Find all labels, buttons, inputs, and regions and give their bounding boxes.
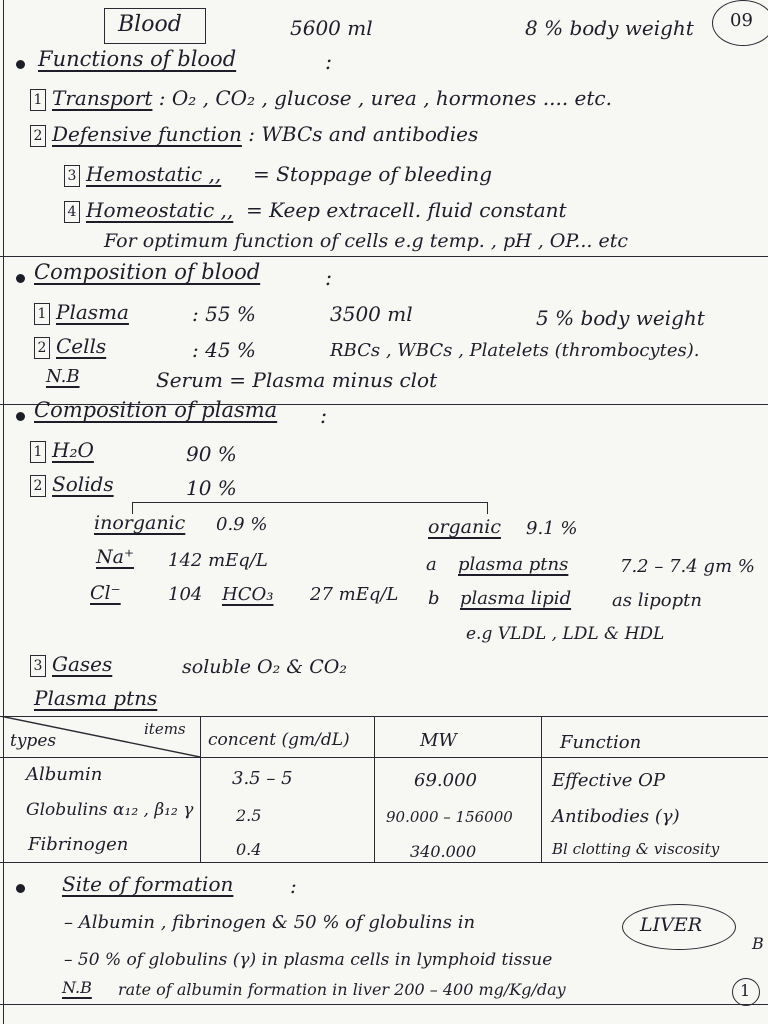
plasma-ptns-value: 7.2 – 7.4 gm % (620, 556, 755, 577)
inorganic-label: inorganic (94, 512, 186, 534)
organic-label: organic (428, 516, 501, 538)
item-term: Defensive function (52, 122, 242, 146)
plasma-volume: 3500 ml (330, 302, 413, 326)
item-number-box: 3 (64, 165, 80, 187)
cells-row (34, 334, 106, 359)
heading-colon: : (325, 266, 333, 290)
lipoprotein-examples: e.g VLDL , LDL & HDL (466, 624, 665, 644)
bullet (16, 884, 25, 893)
table-cell: 69.000 (414, 770, 477, 791)
item-term: Plasma (56, 300, 129, 324)
table-corner-types: types (10, 731, 57, 751)
blood-volume: 5600 ml (290, 16, 373, 40)
water-percent: 90 % (186, 442, 237, 466)
plasma-lipid-label: plasma lipid (460, 588, 572, 609)
cells-percent: : 45 % (192, 338, 256, 362)
site-line-1: – Albumin , fibrinogen & 50 % of globulins in (64, 912, 476, 933)
bicarbonate-label: HCO₃ (222, 584, 274, 605)
bicarbonate-value: 27 mEq/L (310, 584, 399, 605)
item-text: = Keep extracell. fluid constant (245, 198, 567, 222)
table-cell: 3.5 – 5 (232, 768, 293, 789)
heading-colon: : (320, 404, 328, 428)
table-cell: Effective OP (552, 770, 666, 791)
organic-b-letter: b (428, 588, 440, 609)
table-cell: Fibrinogen (28, 834, 129, 855)
item-term: H₂O (52, 438, 94, 462)
heading-colon: : (325, 50, 333, 74)
solids-percent: 10 % (186, 476, 237, 500)
margin-line (3, 0, 4, 1024)
item-number-box: 2 (30, 475, 46, 497)
page-number: 1 (740, 981, 751, 1000)
sodium-ion: Na⁺ (96, 546, 134, 568)
section-heading-site: Site of formation (62, 872, 234, 896)
table-cell: Antibodies (γ) (552, 806, 680, 827)
table-cell: Globulins α₁₂ , β₁₂ γ (26, 800, 194, 820)
chloride-ion: Cl⁻ (90, 582, 121, 604)
margin-note: B (752, 934, 764, 953)
item-number-box: 2 (30, 125, 46, 147)
bullet (16, 60, 25, 69)
item-number-box: 2 (34, 337, 50, 359)
item-term: Hemostatic ,, (86, 162, 222, 186)
site-nb-label: N.B (62, 978, 92, 997)
bottom-line (0, 1004, 768, 1005)
cells-text: RBCs , WBCs , Platelets (thrombocytes). (330, 340, 700, 361)
site-nb-text: rate of albumin formation in liver 200 – 400 mg/Kg/day (118, 980, 566, 999)
item-term: Solids (52, 472, 114, 496)
organic-a-letter: a (426, 554, 437, 575)
plasma-ptns-label: plasma ptns (458, 554, 569, 575)
table-header: MW (420, 730, 457, 751)
bullet (16, 274, 25, 283)
gases-row (30, 652, 112, 677)
table-cell: Bl clotting & viscosity (552, 840, 720, 858)
item-number-box: 1 (34, 303, 50, 325)
sodium-value: 142 mEq/L (168, 550, 268, 571)
plasma-weight: 5 % body weight (536, 306, 705, 330)
table-header: Function (560, 732, 642, 753)
function-item (30, 122, 478, 147)
nb-label: N.B (46, 366, 80, 387)
item-term: Transport (52, 86, 153, 110)
section-heading-composition-plasma: Composition of plasma (34, 398, 278, 422)
plasma-lipid-value: as lipoptn (612, 590, 702, 611)
function-continuation: For optimum function of cells e.g temp. , pH , OP... etc (104, 230, 628, 252)
table-cell: 90.000 – 156000 (386, 808, 513, 826)
bullet (16, 412, 25, 421)
table-corner-items: items (144, 720, 186, 738)
table-cell: 340.000 (410, 842, 477, 861)
item-number-box: 4 (64, 201, 80, 223)
page-title: Blood (118, 12, 182, 37)
corner-number: 09 (730, 10, 753, 31)
item-number-box: 1 (30, 441, 46, 463)
nb-serum-text: Serum = Plasma minus clot (156, 368, 438, 392)
gases-text: soluble O₂ & CO₂ (182, 656, 347, 678)
site-line-2: – 50 % of globulins (γ) in plasma cells in lymphoid tissue (64, 950, 553, 970)
section-divider (0, 256, 768, 257)
inorganic-percent: 0.9 % (216, 514, 268, 535)
table-cell: Albumin (26, 764, 103, 785)
bracket-line (132, 502, 488, 503)
organic-percent: 9.1 % (526, 518, 578, 539)
heading-colon: : (290, 874, 297, 898)
chloride-value: 104 (168, 584, 203, 605)
table-cell: 0.4 (236, 840, 262, 859)
plasma-ptns-heading: Plasma ptns (34, 686, 158, 710)
solids-row (30, 472, 114, 497)
blood-weight: 8 % body weight (525, 16, 694, 40)
table-cell: 2.5 (236, 806, 262, 825)
item-term: Cells (56, 334, 107, 358)
item-term: Gases (52, 652, 113, 676)
item-text: : O₂ , CO₂ , glucose , urea , hormones .... etc. (158, 86, 612, 110)
function-item (30, 86, 612, 111)
plasma-percent: : 55 % (192, 302, 256, 326)
item-number-box: 1 (30, 89, 46, 111)
water-row (30, 438, 94, 463)
section-heading-functions: Functions of blood (38, 47, 237, 71)
table-header: concent (gm/dL) (208, 730, 350, 750)
plasma-row (34, 300, 129, 325)
function-item (64, 162, 492, 187)
function-item (64, 198, 567, 223)
item-text: : WBCs and antibodies (248, 122, 479, 146)
item-number-box: 3 (30, 655, 46, 677)
bracket-tick (487, 502, 488, 514)
liver-label: LIVER (640, 914, 703, 936)
item-term: Homeostatic ,, (86, 198, 234, 222)
item-text: = Stoppage of bleeding (253, 162, 492, 186)
section-heading-composition-blood: Composition of blood (34, 260, 261, 284)
